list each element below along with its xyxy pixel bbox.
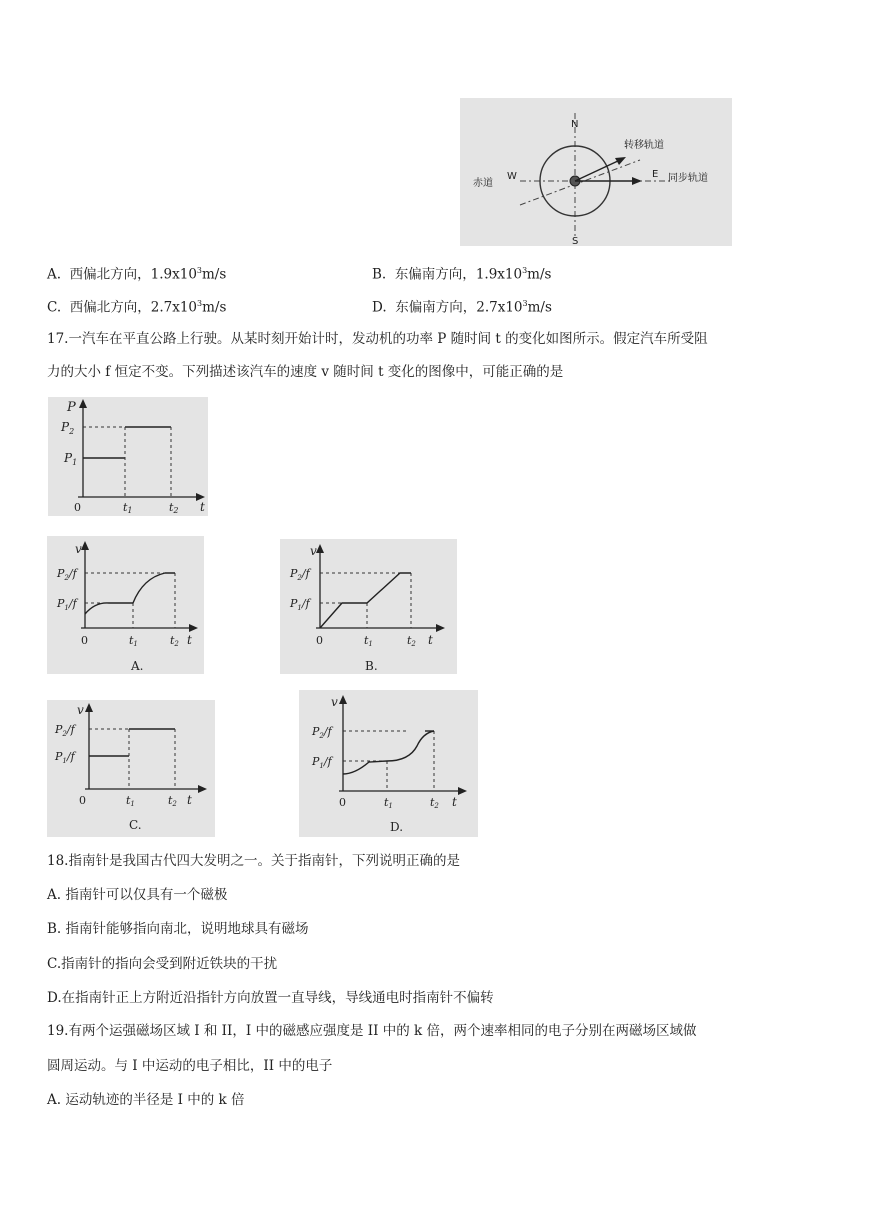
q18-stem: 18.指南针是我国古代四大发明之一。关于指南针，下列说明正确的是 [47, 853, 460, 869]
svg-text:P1: $P_1$ [64, 451, 78, 467]
q17-stem-line2: 力的大小 f 恒定不变。下列描述该汽车的速度 v 随时间 t 变化的图像中，可能正确的是 [47, 364, 564, 380]
caption-b: B. [365, 659, 378, 673]
svg-text:t2: t2 [169, 501, 179, 515]
caption-d: D. [390, 820, 404, 834]
svg-text:P1/f: $P_1/f$ [290, 597, 310, 612]
q16-option-b: B. 东偏南方向，$1.9x10^3m/s$ [372, 266, 552, 283]
transfer-orbit-label: 转移轨道 [624, 140, 664, 151]
svg-text:0: 0 [339, 796, 346, 809]
svg-text:v: v [75, 542, 82, 556]
svg-text:t: t [187, 793, 192, 807]
svg-text:v: v [331, 695, 338, 709]
svg-text:P2: $P_2$ [61, 420, 75, 436]
svg-text:v: v [77, 703, 84, 717]
svg-text:P: P [67, 400, 76, 415]
svg-text:t1: t1 [364, 634, 373, 648]
sync-orbit-label: 同步轨道 [668, 173, 708, 184]
svg-text:t2: t2 [170, 634, 179, 648]
svg-text:t2: t2 [430, 796, 439, 810]
svg-text:0: 0 [74, 501, 81, 514]
north-label: N [571, 119, 579, 130]
svg-text:P2/f: $P_2/f$ [55, 723, 75, 738]
svg-text:t1: t1 [126, 794, 135, 808]
velocity-graph-c [47, 700, 215, 837]
q18-option-d: D.在指南针正上方附近沿指针方向放置一直导线，导线通电时指南针不偏转 [47, 990, 494, 1006]
svg-text:v: v [310, 544, 317, 558]
svg-text:t: t [187, 633, 192, 647]
svg-text:0: 0 [79, 794, 86, 807]
east-label: E [652, 169, 659, 180]
svg-text:P1/f: $P_1/f$ [312, 755, 332, 770]
velocity-graph-b [280, 539, 457, 674]
q18-option-b: B. 指南针能够指向南北，说明地球具有磁场 [47, 921, 309, 937]
svg-text:t2: t2 [168, 794, 177, 808]
q19-stem-line2: 圆周运动。与 I 中运动的电子相比，II 中的电子 [47, 1058, 333, 1074]
svg-text:P1/f: $P_1/f$ [55, 750, 75, 765]
svg-text:t: t [200, 500, 205, 514]
q17-stem-line1: 17.一汽车在平直公路上行驶。从某时刻开始计时，发动机的功率 P 随时间 t 的变化如图所示。假定汽车所受阻 [47, 331, 708, 347]
svg-text:t1: t1 [384, 796, 393, 810]
q19-stem-line1: 19.有两个运强磁场区域 I 和 II，I 中的磁感应强度是 II 中的 k 倍，两个速率相同的电子分别在两磁场区域做 [47, 1023, 697, 1039]
svg-text:P1/f: $P_1/f$ [57, 597, 77, 612]
svg-text:t1: t1 [129, 634, 138, 648]
orbit-compass-figure [460, 98, 732, 246]
svg-text:P2/f: $P_2/f$ [57, 567, 77, 582]
west-label: W [507, 171, 517, 182]
velocity-curve-a [85, 573, 175, 614]
svg-text:t1: t1 [123, 501, 133, 515]
svg-text:0: 0 [316, 634, 323, 647]
q16-option-c: C. 西偏北方向，$2.7x10^3m/s$ [47, 299, 227, 316]
velocity-curve-b [320, 573, 411, 628]
svg-text:t2: t2 [407, 634, 416, 648]
velocity-graph-a [47, 536, 204, 674]
velocity-curve-d [343, 731, 434, 774]
power-time-graph [48, 397, 208, 516]
svg-text:P2/f: $P_2/f$ [312, 725, 332, 740]
q16-option-a: A. 西偏北方向，$1.9x10^3m/s$ [47, 266, 227, 283]
q16-option-d: D. 东偏南方向，$2.7x10^3m/s$ [372, 299, 552, 316]
svg-text:0: 0 [81, 634, 88, 647]
svg-text:P2/f: $P_2/f$ [290, 567, 310, 582]
q18-option-c: C.指南针的指向会受到附近铁块的干扰 [47, 956, 278, 972]
south-label: S [572, 236, 579, 246]
q18-option-a: A. 指南针可以仅具有一个磁极 [47, 887, 228, 903]
caption-c: C. [129, 818, 142, 832]
svg-text:t: t [452, 795, 457, 809]
svg-text:t: t [428, 633, 433, 647]
equator-label: 赤道 [473, 178, 493, 189]
velocity-graph-d [299, 690, 478, 837]
q19-option-a: A. 运动轨迹的半径是 I 中的 k 倍 [47, 1092, 245, 1108]
caption-a: A. [131, 659, 144, 673]
